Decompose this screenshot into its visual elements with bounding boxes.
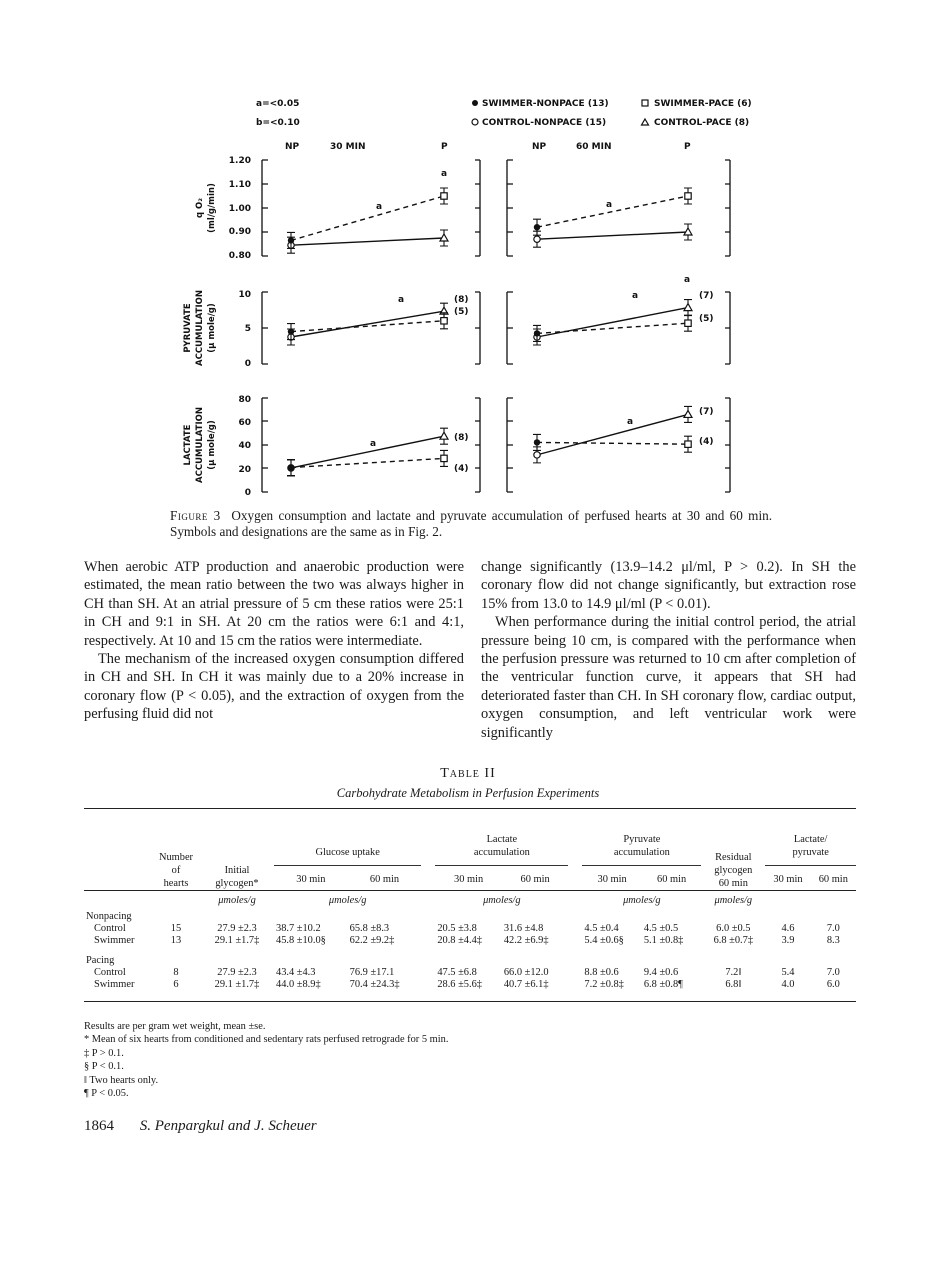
panel30-p: P — [441, 142, 448, 152]
cell: 5.4 — [781, 967, 795, 978]
hdr-glycogen: glycogen* — [215, 878, 259, 889]
running-authors: S. Penpargkul and J. Scheuer — [139, 1118, 317, 1134]
cell: 4.6 — [781, 923, 795, 934]
series-line-control — [291, 238, 444, 245]
cell: 40.7 ±6.1‡ — [503, 979, 549, 990]
table-row — [84, 935, 856, 947]
hdr-lac-60: 60 min — [520, 874, 550, 885]
table-row — [84, 923, 856, 935]
data-point — [288, 464, 294, 470]
cell: 3.9 — [781, 935, 795, 946]
cell: 4.5 ±0.5 — [643, 923, 679, 934]
hdr-glu-30: 30 min — [296, 874, 326, 885]
pyr-tick-3: 0 — [244, 359, 251, 369]
table-footnotes — [84, 1020, 448, 1100]
data-point — [684, 304, 692, 311]
lac-tick-5: 0 — [244, 488, 251, 498]
cell: 62.2 ±9.2‡ — [349, 935, 395, 946]
panel60-np: NP — [532, 142, 547, 152]
hdr-hearts: hearts — [163, 878, 189, 889]
body-paragraph: When performance during the initial control period, the atrial pressure being 10 cm, is compared with the performance when the perfusion pressure was returned to 10 cm after completion of the ventricular function curve, it appears that SH had deteriorated faster than CH. In SH coronary flow, cardiac output, oxygen consumption, and left ventricular work were significantly — [481, 614, 856, 741]
cell: 44.0 ±8.9‡ — [276, 979, 321, 990]
legend-swimmer-pace: SWIMMER-PACE (6) — [654, 99, 752, 109]
unit-glucose: μmoles/g — [328, 895, 367, 906]
lac-tick-2: 60 — [238, 418, 251, 428]
unit-residual: μmoles/g — [714, 895, 753, 906]
footnote: * Mean of six hearts from conditioned and sedentary rats perfused retrograde for 5 min. — [84, 1034, 449, 1046]
ylabel-pyruvate-line3: (μ mole/g) — [207, 303, 217, 353]
unit-lactate: μmoles/g — [483, 895, 521, 906]
o2-tick-3: 1.00 — [228, 204, 251, 214]
footnote: Results are per gram wet weight, mean ±se. — [84, 1021, 266, 1032]
hdr-pyr-60: 60 min — [657, 874, 687, 885]
cell: 7.0 — [826, 923, 840, 934]
cell: 65.8 ±8.3 — [349, 923, 390, 934]
data-point — [534, 236, 540, 242]
series-line-swimmer — [537, 196, 688, 227]
body-paragraph: The mechanism of the increased oxygen consumption differed in CH and SH. In CH it was mainly due to a 20% increase in coronary flow (P < 0.05), and the extraction of oxygen from the perfusing fluid did not — [84, 651, 464, 723]
page-footer — [84, 1118, 317, 1135]
cell: 7.2 ±0.8‡ — [584, 979, 624, 990]
hdr-lactate-1: Lactate — [486, 834, 518, 845]
lac-tick-4: 20 — [238, 465, 251, 475]
row-label: Swimmer — [94, 935, 135, 946]
cell: 47.5 ±6.8 — [437, 967, 477, 978]
data-point — [440, 432, 448, 439]
series-line-swimmer — [537, 442, 688, 444]
n-pyr60-upper: (7) — [699, 291, 714, 301]
annot-a-pyr-60-top: a — [684, 275, 691, 285]
pyr-60-right-scale — [725, 292, 730, 364]
filled-circle-icon — [472, 100, 478, 106]
group-label: Nonpacing — [86, 911, 132, 922]
group-label: Pacing — [86, 955, 115, 966]
cell: 27.9 ±2.3 — [217, 967, 257, 978]
hdr-of: of — [171, 865, 181, 876]
cell: 38.7 ±10.2 — [276, 923, 321, 934]
ylabel-o2-line1: q O₂ — [195, 198, 205, 218]
annot-a-pyr-60: a — [632, 291, 639, 301]
unit-pyruvate: μmoles/g — [623, 895, 661, 906]
pyr-tick-2: 5 — [244, 324, 251, 334]
body-column-right — [481, 558, 856, 742]
table-number: Table II — [440, 766, 496, 781]
data-point — [288, 328, 294, 334]
cell: 9.4 ±0.6 — [643, 967, 679, 978]
cell: 20.5 ±3.8 — [437, 923, 477, 934]
o2-tick-2: 1.10 — [228, 180, 251, 190]
n-lac60-lower: (4) — [699, 437, 714, 447]
lac-60-right-scale — [725, 398, 730, 492]
cell: 6 — [173, 979, 179, 990]
panel30-time: 30 MIN — [330, 142, 366, 152]
cell: 7.2‖ — [725, 967, 742, 978]
data-point — [684, 410, 692, 417]
ylabel-pyruvate-line1: PYRUVATE — [183, 303, 193, 353]
cell: 45.8 ±10.0§ — [276, 935, 326, 946]
n-pyr30-upper: (8) — [454, 295, 469, 305]
data-point — [685, 320, 691, 326]
unit-glycogen: μmoles/g — [218, 895, 256, 906]
cell: 28.6 ±5.6‡ — [437, 979, 482, 990]
cell: 6.8‖ — [725, 979, 742, 990]
hdr-ratio-2: pyruvate — [792, 847, 829, 858]
figure-3 — [0, 0, 936, 505]
body-paragraph: change significantly (13.9–14.2 μl/ml, P > 0.2). In SH the coronary flow did not change significantly, but extraction rose 15% from 13.0 to 14.9 μl/ml (P < 0.01). — [481, 559, 856, 612]
hdr-residual: Residual — [715, 852, 752, 863]
data-point — [534, 330, 540, 336]
series-line-control — [537, 308, 688, 337]
annot-a-pyr-30: a — [398, 295, 405, 305]
series-line-swimmer — [537, 323, 688, 333]
row-label: Control — [94, 923, 126, 934]
series-line-control — [291, 311, 444, 337]
hdr-glucose: Glucose uptake — [274, 833, 421, 866]
data-point — [685, 193, 691, 199]
annot-a-lac-60: a — [627, 417, 634, 427]
footnote: ‡ P > 0.1. — [84, 1047, 124, 1059]
series-line-control — [537, 232, 688, 239]
lac-tick-1: 80 — [238, 395, 251, 405]
data-point — [441, 455, 447, 461]
legend-swimmer-nonpace: SWIMMER-NONPACE (13) — [482, 99, 609, 109]
pyr-30-y-axis — [262, 292, 268, 364]
hdr-ratio-60: 60 min — [818, 874, 848, 885]
legend-sig-b: b=<0.10 — [256, 118, 300, 128]
cell: 6.8 ±0.8¶ — [643, 979, 683, 990]
annot-a-lac-30: a — [370, 439, 377, 449]
cell: 29.1 ±1.7‡ — [214, 935, 260, 946]
cell: 27.9 ±2.3 — [217, 923, 257, 934]
n-pyr30-lower: (5) — [454, 307, 469, 317]
legend-control-pace: CONTROL-PACE (8) — [654, 118, 750, 128]
row-label: Swimmer — [94, 979, 135, 990]
cell: 8 — [173, 967, 179, 978]
series-line-swimmer — [291, 196, 444, 240]
data-point — [441, 193, 447, 199]
annot-a-o2-60: a — [606, 200, 613, 210]
figure-caption-label: Figure 3 — [170, 508, 221, 523]
pyr-30-right-scale — [475, 292, 480, 364]
cell: 5.1 ±0.8‡ — [643, 935, 684, 946]
pyr-60-left-scale — [507, 292, 513, 364]
cell: 7.0 — [826, 967, 840, 978]
series-line-swimmer — [291, 321, 444, 332]
cell: 70.4 ±24.3‡ — [349, 979, 400, 990]
table-row — [84, 979, 856, 1002]
cell: 31.6 ±4.8 — [503, 923, 544, 934]
data-point — [685, 441, 691, 447]
footnote: ‖ Two hearts only. — [84, 1074, 159, 1086]
cell: 8.3 — [826, 935, 840, 946]
table-row — [84, 967, 856, 979]
lac-tick-3: 40 — [238, 441, 251, 451]
cell: 66.0 ±12.0 — [503, 967, 549, 978]
o2-60-left-scale — [507, 160, 513, 256]
cell: 5.4 ±0.6§ — [584, 935, 624, 946]
cell: 29.1 ±1.7‡ — [214, 979, 260, 990]
legend-control-nonpace: CONTROL-NONPACE (15) — [482, 118, 607, 128]
cell: 15 — [170, 923, 182, 934]
hdr-lactate-2: accumulation — [473, 847, 530, 858]
ylabel-pyruvate-line2: ACCUMULATION — [195, 290, 205, 366]
lac-30-right-scale — [475, 398, 480, 492]
open-square-icon — [642, 100, 648, 106]
o2-tick-1: 1.20 — [228, 156, 251, 166]
o2-tick-4: 0.90 — [228, 227, 251, 237]
ylabel-lactate-line3: (μ mole/g) — [207, 420, 217, 470]
n-lac60-upper: (7) — [699, 407, 714, 417]
panel60-time: 60 MIN — [576, 142, 612, 152]
ylabel-lactate-line1: LACTATE — [183, 424, 193, 466]
open-triangle-icon — [642, 119, 649, 125]
ylabel-o2-line2: (ml/g/min) — [207, 183, 217, 233]
cell: 20.8 ±4.4‡ — [437, 935, 482, 946]
series-line-control — [537, 414, 688, 454]
o2-tick-5: 0.80 — [228, 251, 251, 261]
row-label: Control — [94, 967, 126, 978]
carbohydrate-table — [84, 808, 856, 1002]
annot-a-o2-30-top: a — [441, 169, 448, 179]
annot-a-o2-30: a — [376, 202, 383, 212]
cell: 13 — [170, 935, 182, 946]
cell: 43.4 ±4.3 — [276, 967, 316, 978]
data-point — [534, 452, 540, 458]
cell: 42.2 ±6.9‡ — [503, 935, 549, 946]
hdr-residual-glycogen: glycogen — [714, 865, 753, 876]
hdr-ratio-30: 30 min — [773, 874, 803, 885]
pyr-tick-1: 10 — [238, 290, 251, 300]
hdr-lac-30: 30 min — [454, 874, 484, 885]
data-point — [441, 318, 447, 324]
hdr-pyruvate-1: Pyruvate — [623, 834, 661, 845]
cell: 6.8 ±0.7‡ — [713, 935, 754, 946]
n-lac30-lower: (4) — [454, 464, 469, 474]
o2-30-right-scale — [475, 160, 480, 256]
hdr-pyruvate-2: accumulation — [613, 847, 670, 858]
hdr-glu-60: 60 min — [369, 874, 400, 885]
body-column-left — [84, 558, 464, 724]
hdr-number: Number — [158, 852, 194, 863]
panel30-np: NP — [285, 142, 300, 152]
o2-60-right-scale — [725, 160, 730, 256]
cell: 6.0 — [826, 979, 840, 990]
hdr-residual-60: 60 min — [718, 878, 748, 889]
table-caption: Carbohydrate Metabolism in Perfusion Experiments — [336, 786, 600, 800]
ylabel-lactate-line2: ACCUMULATION — [195, 407, 205, 483]
cell: 6.0 ±0.5 — [716, 923, 751, 934]
lac-30-y-axis — [262, 398, 268, 492]
cell: 4.5 ±0.4 — [584, 923, 619, 934]
lac-60-left-scale — [507, 398, 513, 492]
footnote: ¶ P < 0.05. — [84, 1088, 129, 1100]
hdr-pyr-30: 30 min — [597, 874, 627, 885]
cell: 76.9 ±17.1 — [349, 967, 395, 978]
body-paragraph: When aerobic ATP production and anaerobic production were estimated, the mean ratio between the two was always higher in CH than SH. At an atrial pressure of 5 cm these ratios were 25:1 in CH and 9:1 in SH. At 20 cm the ratios were 6:1 and 4:1, respectively. At 10 and 15 cm the ratios were intermediate. — [84, 559, 464, 649]
footnote: § P < 0.1. — [84, 1061, 124, 1073]
legend-sig-a: a=<0.05 — [256, 99, 300, 109]
data-point — [288, 237, 294, 243]
page-number: 1864 — [84, 1118, 114, 1134]
figure-caption — [170, 508, 772, 540]
cell: 4.0 — [781, 979, 795, 990]
data-point — [534, 439, 540, 445]
n-pyr60-lower: (5) — [699, 314, 714, 324]
o2-30-y-ticks — [262, 160, 268, 256]
n-lac30-upper: (8) — [454, 433, 469, 443]
hdr-initial: Initial — [224, 865, 250, 876]
hdr-ratio-1: Lactate/ — [793, 834, 828, 845]
panel60-p: P — [684, 142, 691, 152]
open-circle-icon — [472, 119, 478, 125]
cell: 8.8 ±0.6 — [584, 967, 619, 978]
data-point — [534, 224, 540, 230]
figure-caption-text: Oxygen consumption and lactate and pyruvate accumulation of perfused hearts at 30 and 60 min. Symbols and designations are the same as in Fig. 2. — [170, 508, 772, 539]
